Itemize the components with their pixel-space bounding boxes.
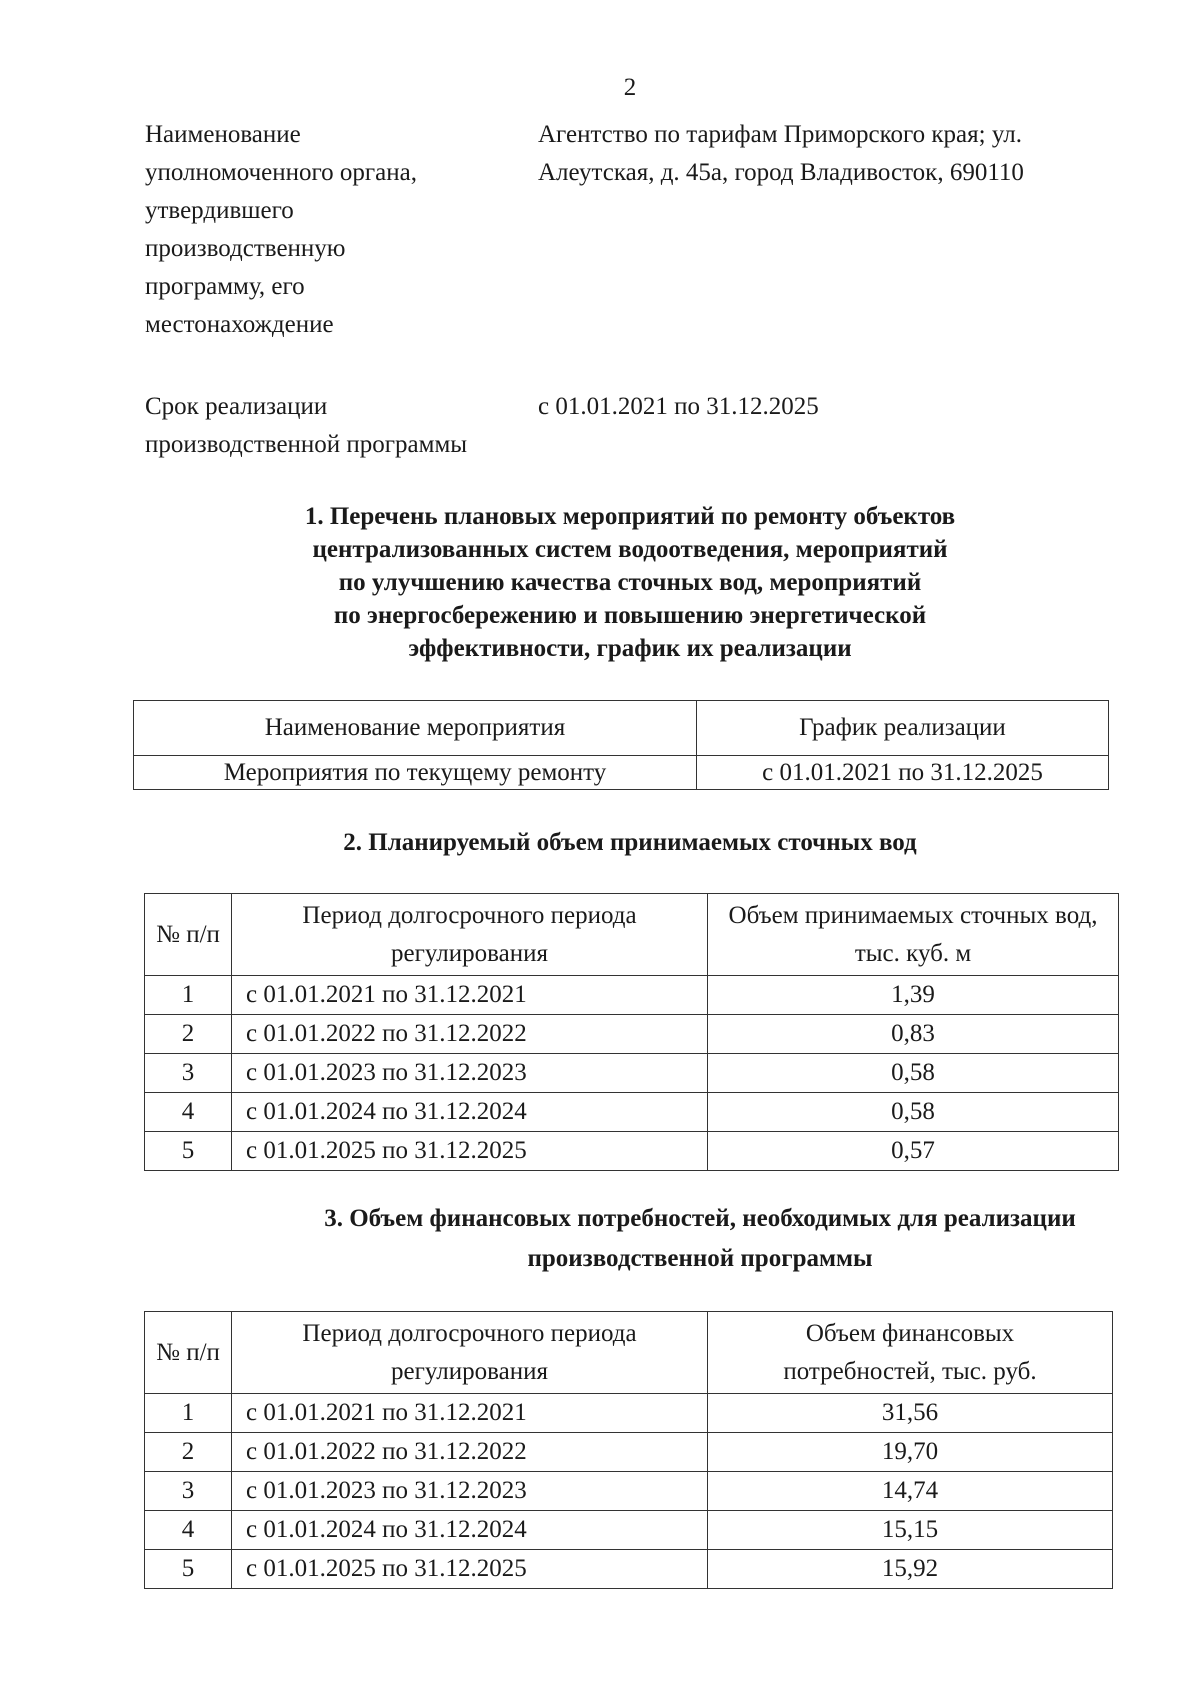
term-label: Срок реализации производственной программы [145,393,468,458]
table-cell: с 01.01.2022 по 31.12.2022 [232,1433,708,1472]
table-cell: 5 [145,1132,232,1171]
table-header-row [134,701,1109,756]
term-value: с 01.01.2021 по 31.12.2025 [538,393,819,420]
section1-title-line: централизованных систем водоотведения, мероприятий [312,536,948,563]
info-block [145,116,1105,476]
activities-table [133,700,1109,790]
section1-title-line: по энергосбережению и повышению энергетической [333,602,927,629]
section1-title-line: по улучшению качества сточных вод, мероприятий [338,569,922,596]
table-cell: 31,56 [708,1394,1113,1433]
table-cell: 0,58 [708,1093,1119,1132]
section1-title [130,500,1130,665]
table-row [145,1472,1113,1511]
column-header: № п/п [145,1312,232,1394]
table-cell: 3 [145,1472,232,1511]
table-cell: с 01.01.2024 по 31.12.2024 [232,1093,708,1132]
section2-title: 2. Планируемый объем принимаемых сточных вод [343,829,917,856]
table-row [145,1433,1113,1472]
table-cell: с 01.01.2023 по 31.12.2023 [232,1054,708,1093]
table-cell: с 01.01.2021 по 31.12.2025 [697,756,1109,790]
table-header-row [145,1312,1113,1394]
table-row [145,1394,1113,1433]
table-cell: 2 [145,1015,232,1054]
wastewater-volume-table [144,893,1119,1171]
authority-label: Наименование уполномоченного органа, утвердившего производственную программу, его местонахождение [145,121,417,338]
table-cell: 19,70 [708,1433,1113,1472]
table-row [145,1093,1119,1132]
column-header: График реализации [697,701,1109,756]
table-cell: 15,15 [708,1511,1113,1550]
table-cell: 0,58 [708,1054,1119,1093]
table-cell: 4 [145,1511,232,1550]
table-row [145,1015,1119,1054]
section1-title-line: эффективности, график их реализации [408,635,852,662]
table-cell: с 01.01.2021 по 31.12.2021 [232,1394,708,1433]
table-cell: 1 [145,1394,232,1433]
authority-value: Агентство по тарифам Приморского края; ул. Алеутская, д. 45а, город Владивосток, 690110 [538,121,1024,186]
table-cell: 4 [145,1093,232,1132]
section3-title-line: производственной программы [527,1245,873,1272]
section3-title-line: 3. Объем финансовых потребностей, необходимых для реализации [324,1205,1076,1232]
table-cell: 14,74 [708,1472,1113,1511]
table-cell: с 01.01.2024 по 31.12.2024 [232,1511,708,1550]
section3-title [200,1199,1200,1279]
table-row [145,1511,1113,1550]
table-row [145,976,1119,1015]
financial-needs-table [144,1311,1113,1589]
table-cell: 5 [145,1550,232,1589]
table-cell: 1 [145,976,232,1015]
table-header-row [145,894,1119,976]
table-cell: Мероприятия по текущему ремонту [134,756,697,790]
table-cell: 0,83 [708,1015,1119,1054]
table-cell: с 01.01.2022 по 31.12.2022 [232,1015,708,1054]
table-row [145,1550,1113,1589]
column-header: Период долгосрочного периода регулирования [232,894,708,976]
column-header: Объем принимаемых сточных вод, тыс. куб. м [708,894,1119,976]
column-header: Период долгосрочного периода регулирования [232,1312,708,1394]
table-cell: 1,39 [708,976,1119,1015]
table-cell: с 01.01.2021 по 31.12.2021 [232,976,708,1015]
page-number: 2 [623,74,637,101]
section1-title-line: 1. Перечень плановых мероприятий по ремонту объектов [304,503,956,530]
column-header: № п/п [145,894,232,976]
table-cell: с 01.01.2025 по 31.12.2025 [232,1132,708,1171]
table-cell: 3 [145,1054,232,1093]
table-cell: с 01.01.2025 по 31.12.2025 [232,1550,708,1589]
table-cell: 0,57 [708,1132,1119,1171]
table-row [134,756,1109,790]
table-cell: 15,92 [708,1550,1113,1589]
table-cell: с 01.01.2023 по 31.12.2023 [232,1472,708,1511]
table-row [145,1132,1119,1171]
column-header: Объем финансовых потребностей, тыс. руб. [708,1312,1113,1394]
table-row [145,1054,1119,1093]
table-cell: 2 [145,1433,232,1472]
column-header: Наименование мероприятия [134,701,697,756]
